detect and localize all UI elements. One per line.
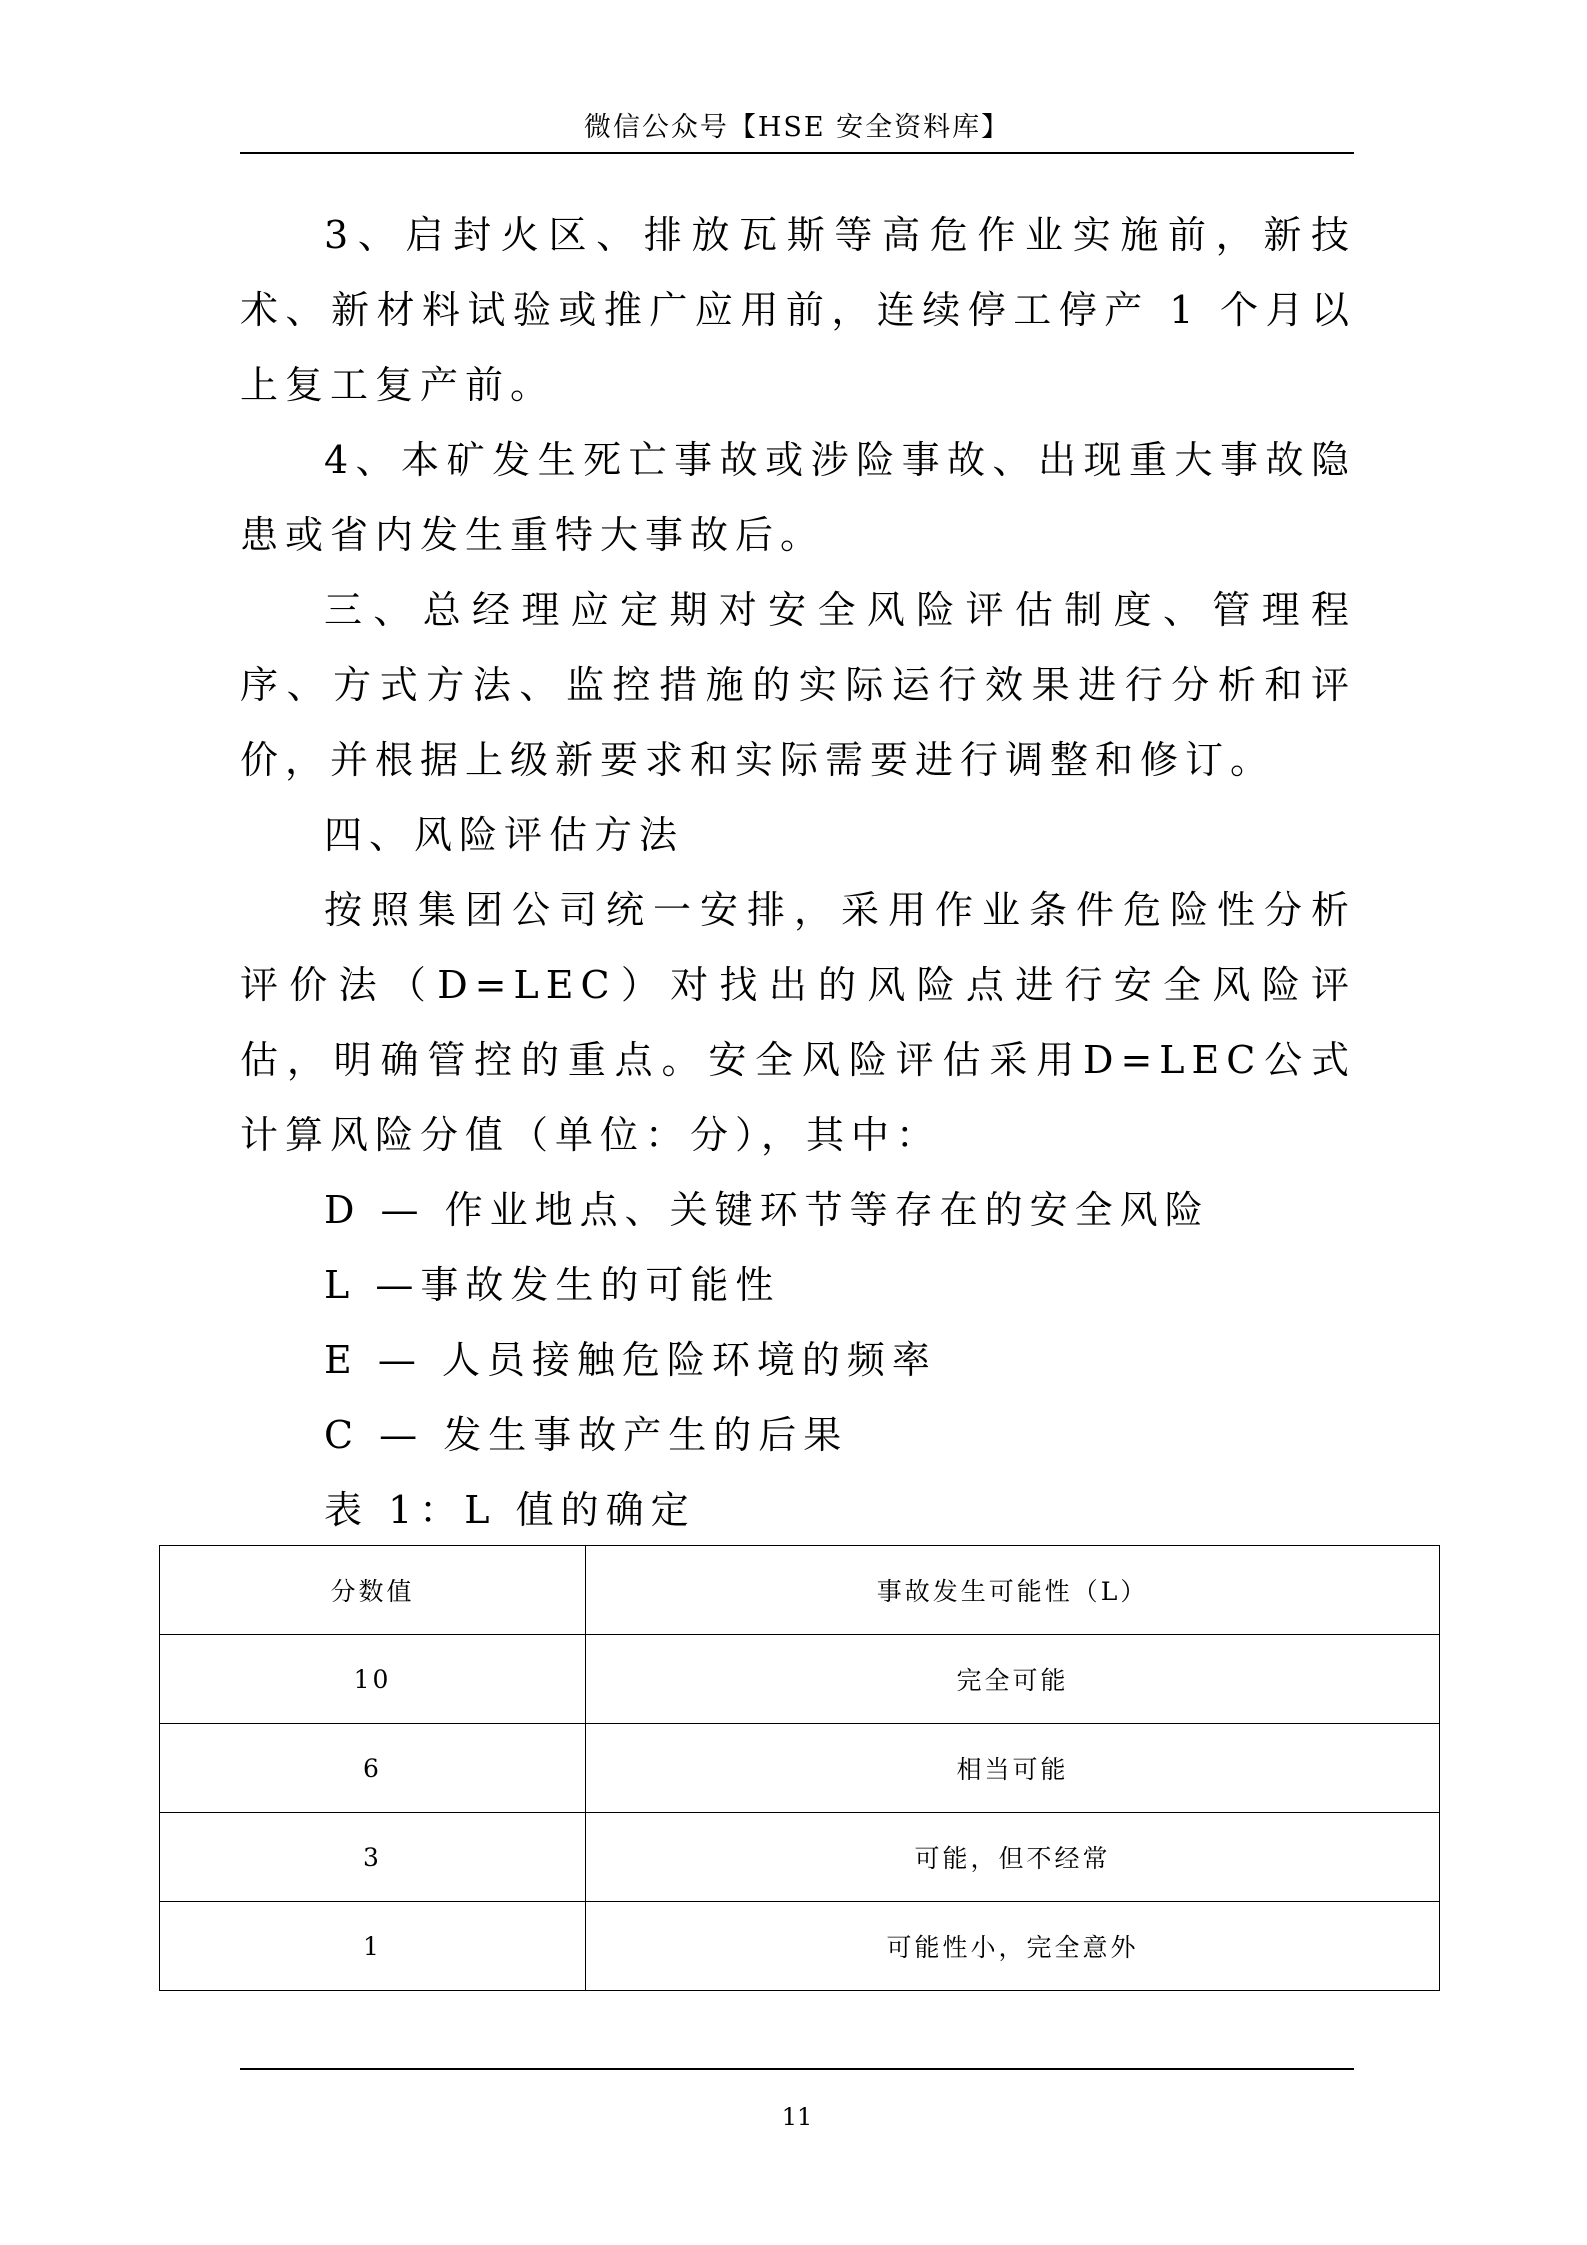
paragraph: 3、启封火区、排放瓦斯等高危作业实施前，新技术、新材料试验或推广应用前，连续停工停产 1 个月以上复工复产前。 (240, 213, 1356, 407)
table-header-score: 分数值 (160, 1546, 586, 1635)
table-cell-likelihood: 可能性小，完全意外 (586, 1902, 1440, 1991)
l-value-table (159, 1545, 1440, 1991)
document-body (240, 198, 1356, 1548)
table-row (160, 1724, 1440, 1813)
page-number: 11 (781, 2103, 813, 2131)
definition-l: L —事故发生的可能性 (324, 1263, 781, 1307)
table-cell-likelihood: 可能，但不经常 (586, 1813, 1440, 1902)
section-heading: 四、风险评估方法 (324, 813, 685, 857)
footer-divider (240, 2068, 1354, 2070)
table-caption: 表 1：L 值的确定 (324, 1488, 696, 1532)
table-header-likelihood: 事故发生可能性（L） (586, 1546, 1440, 1635)
table-row (160, 1902, 1440, 1991)
table-cell-score: 3 (160, 1813, 586, 1902)
table-cell-score: 1 (160, 1902, 586, 1991)
table-row (160, 1813, 1440, 1902)
page-header: 微信公众号【HSE 安全资料库】 (583, 112, 1011, 143)
table-cell-score: 10 (160, 1635, 586, 1724)
definition-d: D — 作业地点、关键环节等存在的安全风险 (324, 1188, 1210, 1232)
paragraph: 按照集团公司统一安排，采用作业条件危险性分析评价法（D=LEC）对找出的风险点进行安全风险评估，明确管控的重点。安全风险评估采用D=LEC公式计算风险分值（单位：分），其中： (240, 888, 1356, 1157)
table-cell-likelihood: 相当可能 (586, 1724, 1440, 1813)
table-header-row (160, 1546, 1440, 1635)
paragraph: 4、本矿发生死亡事故或涉险事故、出现重大事故隐患或省内发生重特大事故后。 (240, 438, 1356, 557)
header-divider (240, 152, 1354, 154)
table-cell-likelihood: 完全可能 (586, 1635, 1440, 1724)
definition-e: E — 人员接触危险环境的频率 (324, 1338, 937, 1382)
table-cell-score: 6 (160, 1724, 586, 1813)
definition-c: C — 发生事故产生的后果 (324, 1413, 849, 1457)
paragraph: 三、总经理应定期对安全风险评估制度、管理程序、方式方法、监控措施的实际运行效果进行分析和评价，并根据上级新要求和实际需要进行调整和修订。 (240, 588, 1356, 782)
table-row (160, 1635, 1440, 1724)
